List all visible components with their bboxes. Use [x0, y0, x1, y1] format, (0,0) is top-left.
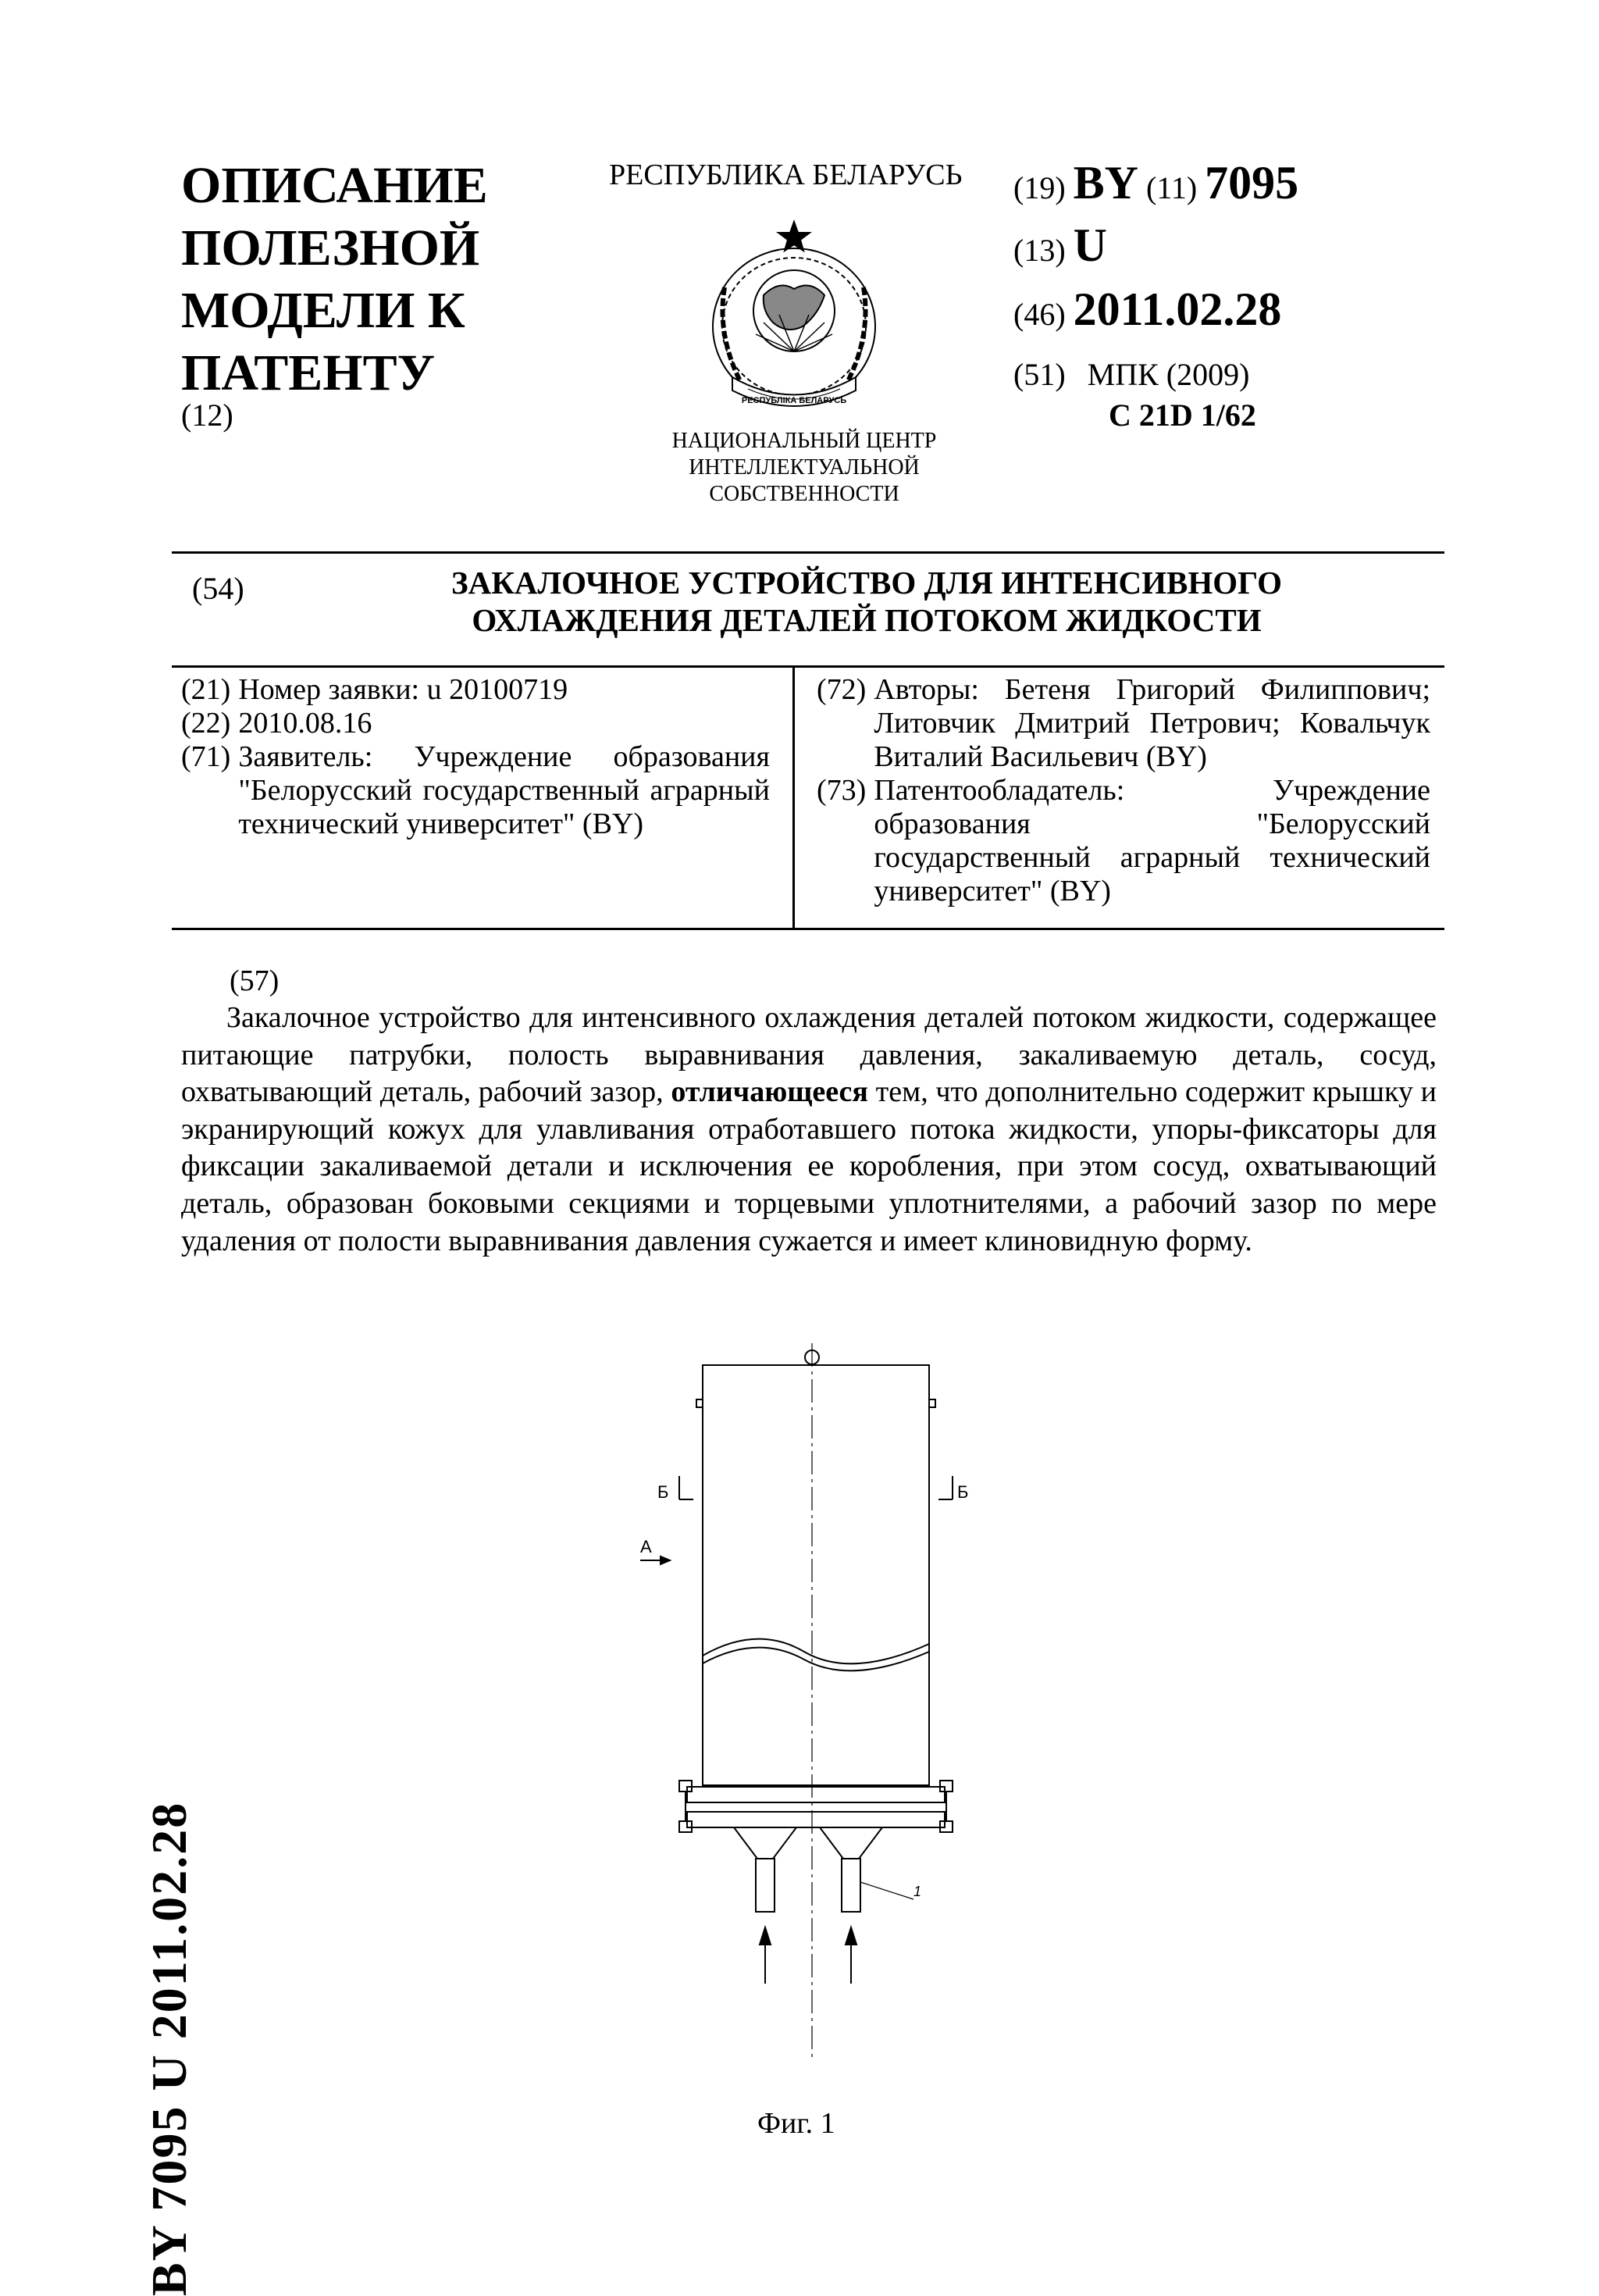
bib-row-13: [1013, 219, 1107, 273]
title-line: ПАТЕНТУ: [181, 344, 436, 401]
utility-model-title-line: ЗАКАЛОЧНОЕ УСТРОЙСТВО ДЛЯ ИНТЕНСИВНОГО: [450, 565, 1283, 601]
field-73: [817, 774, 1430, 908]
divider-columns-bottom: [172, 928, 1444, 930]
code-12: (12): [181, 398, 233, 433]
field-72: [817, 673, 1430, 774]
republic-name: РЕСПУБЛИКА БЕЛАРУСЬ: [609, 159, 963, 191]
code-13: (13): [1013, 233, 1066, 268]
divider-top: [172, 551, 1444, 554]
bib-row-46: [1013, 283, 1281, 337]
claim-text-part: тем, что дополнительно содержит крышку и экранирующий кожух для улавливания отработавшего потока жидкости, упоры-фиксаторы для фиксации закаливаемой детали и исключения ее коробления, при этом сосуд, охватывающий деталь, образован боковыми секциями и торцевыми уплотнителями, а рабочий зазор по мере удаления от полости выравнивания давления сужается и имеет клиновидную форму.: [181, 1075, 1437, 1257]
figure-caption: Фиг. 1: [757, 2107, 835, 2140]
bib-row-19-11: [1013, 156, 1298, 210]
claim-text: [181, 1000, 1437, 1260]
application-number: Номер заявки: u 20100719: [238, 673, 568, 706]
code-51: (51): [1013, 357, 1066, 392]
field-71: [181, 740, 770, 841]
bib-row-51: [1013, 356, 1249, 393]
title-line: ПОЛЕЗНОЙ: [181, 219, 480, 276]
title-line: ОПИСАНИЕ: [181, 157, 488, 214]
utility-model-title: [344, 564, 1390, 639]
title-line: МОДЕЛИ К: [181, 282, 465, 339]
column-divider: [792, 665, 795, 929]
code-72: (72): [817, 673, 867, 706]
code-22: (22): [181, 707, 231, 740]
code-21: (21): [181, 673, 231, 706]
patent-owner: Патентообладатель: Учреждение образования "Белорусский государственный аграрный технический университет" (BY): [874, 774, 1430, 907]
national-center-name: [640, 428, 968, 508]
document-type-title: [181, 155, 488, 405]
divider-columns-top: [172, 665, 1444, 668]
field-22: [181, 707, 770, 740]
left-column: [181, 673, 770, 841]
side-stamp: BY 7095 U 2011.02.28: [141, 1801, 197, 2296]
claim-text-bold: отличающееся: [671, 1075, 868, 1109]
code-71: (71): [181, 740, 231, 773]
applicant: Заявитель: Учреждение образования "Белорусский государственный аграрный технический университет" (BY): [238, 740, 770, 840]
code-11: (11): [1146, 170, 1198, 205]
item-label-1: 1: [913, 1884, 922, 1899]
section-label-b-left: Б: [657, 1482, 669, 1502]
center-name-line: ИНТЕЛЛЕКТУАЛЬНОЙ: [689, 455, 920, 480]
authors: Авторы: Бетеня Григорий Филиппович; Литовчик Дмитрий Петрович; Ковальчук Виталий Васильевич (BY): [874, 673, 1430, 773]
view-label-a: А: [640, 1537, 652, 1556]
ipc-class: C 21D 1/62: [1109, 398, 1256, 433]
patent-number: 7095: [1205, 157, 1299, 209]
utility-model-title-line: ОХЛАЖДЕНИЯ ДЕТАЛЕЙ ПОТОКОМ ЖИДКОСТИ: [472, 602, 1262, 638]
ipc-version: МПК (2009): [1087, 357, 1250, 392]
field-21: [181, 673, 770, 707]
section-label-b-right: Б: [957, 1482, 968, 1502]
claim-paragraph: [181, 1000, 1437, 1260]
code-57: (57): [230, 964, 280, 997]
code-46: (46): [1013, 297, 1066, 332]
code-73: (73): [817, 774, 867, 807]
publication-date: 2011.02.28: [1073, 283, 1282, 335]
figure-1-drawing: [609, 1343, 968, 2062]
right-column: [817, 673, 1430, 908]
state-emblem-icon: [701, 217, 887, 419]
emblem-ribbon-text: РЕСПУБЛІКА БЕЛАРУСЬ: [741, 396, 847, 405]
kind-code: U: [1073, 219, 1107, 271]
center-name-line: СОБСТВЕННОСТИ: [709, 482, 899, 506]
claim-text-part: Закалочное устройство для интенсивного охлаждения деталей потоком жидкости, содержащее питающие патрубки, полость выравнивания давления, закаливаемую деталь, сосуд, охватывающий деталь, рабочий зазор,: [181, 1001, 1437, 1109]
code-19: (19): [1013, 170, 1066, 205]
code-54: (54): [192, 571, 244, 606]
center-name-line: НАЦИОНАЛЬНЫЙ ЦЕНТР: [671, 429, 937, 453]
country-code: BY: [1073, 157, 1138, 209]
application-date: 2010.08.16: [238, 707, 372, 740]
